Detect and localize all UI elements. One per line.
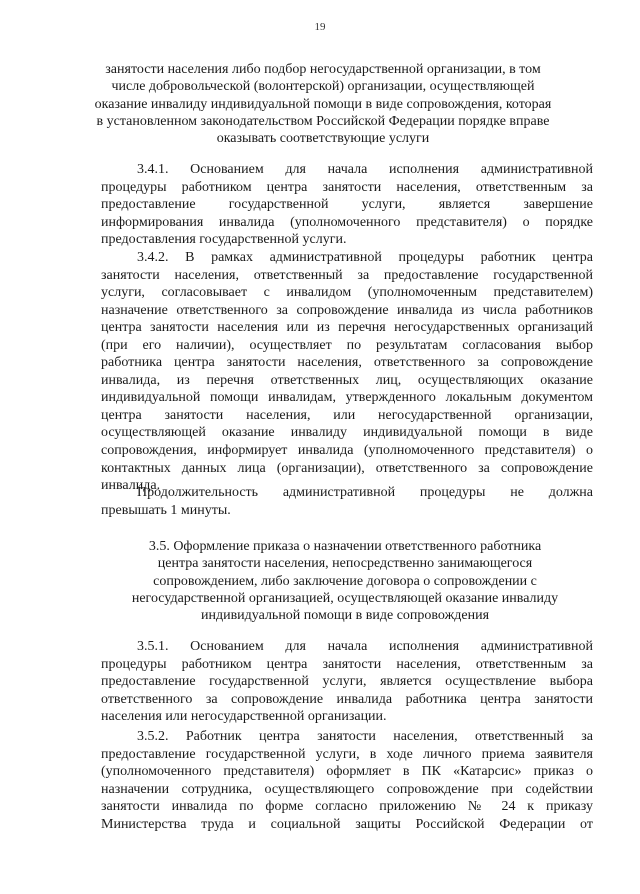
- paragraph-line: контактных данных лица (организации), ответственного за сопровождение: [101, 460, 593, 476]
- paragraph-line: населения или негосударственной организации.: [101, 709, 387, 725]
- section-heading-line: негосударственной организацией, осуществляющей оказание инвалиду: [131, 590, 559, 606]
- paragraph-line: назначение ответственного за сопровождение инвалида из числа работников: [101, 302, 593, 318]
- paragraph-line: превышать 1 минуты.: [101, 502, 231, 518]
- paragraph-line: Министерства труда и социальной защиты Российской Федерации от: [101, 816, 593, 832]
- section-heading-line: 3.5. Оформление приказа о назначении ответственного работника: [148, 539, 542, 554]
- paragraph-line: 3.4.1. Основанием для начала исполнения административной: [137, 162, 593, 177]
- paragraph-line: работника центра занятости населения, ответственного за сопровождение: [101, 355, 593, 371]
- section-heading-line: сопровождением, либо заключение договора о сопровождении с: [153, 573, 537, 589]
- paragraph-3-4-1: [101, 161, 593, 249]
- paragraph-line: (уполномоченного представителя) оформляет в ПК «Катарсис» приказ о: [101, 764, 593, 780]
- intro-heading-line: занятости населения либо подбор негосударственной организации, в том: [105, 62, 541, 77]
- paragraph-line: занятости населения, ответственный за предоставление государственной: [101, 267, 593, 283]
- paragraph-line: инвалида, из перечня ответственных лиц, осуществляющих оказание: [101, 372, 593, 388]
- paragraph-line: инвалида.: [101, 478, 161, 494]
- intro-heading-line: оказание инвалиду индивидуальной помощи в виде сопровождения, которая: [94, 96, 552, 112]
- paragraph-line: центра занятости населения или из перечня негосударственных организаций: [101, 320, 593, 336]
- paragraph-line: осуществляющей оказание инвалиду индивидуальной помощи в виде: [101, 425, 593, 441]
- paragraph-3-5-2: [101, 728, 593, 833]
- paragraph-line: информирования инвалида (уполномоченного представителя) о порядке: [101, 214, 593, 230]
- paragraph-line: ответственного за сопровождение инвалида работника центра занятости: [101, 691, 593, 707]
- paragraph-duration: [101, 484, 593, 519]
- page-number: 19: [314, 21, 326, 33]
- paragraph-line: процедуры работником центра занятости населения, ответственным за: [101, 656, 593, 672]
- paragraph-line: предоставление государственной услуги, в ходе личного приема заявителя: [101, 746, 593, 762]
- paragraph-line: центра занятости населения, или негосударственной организации,: [101, 407, 593, 423]
- paragraph-line: процедуры работником центра занятости населения, ответственным за: [101, 179, 593, 195]
- paragraph-line: 3.4.2. В рамках административной процедуры работник центра: [137, 250, 593, 265]
- section-heading-line: индивидуальной помощи в виде сопровождения: [200, 608, 490, 624]
- paragraph-line: (при его наличии), осуществляет по результатам согласования выбор: [101, 337, 593, 353]
- paragraph-line: назначении сотрудника, осуществляющего сопровождение при содействии: [101, 781, 593, 797]
- paragraph-3-4-2: [101, 249, 593, 495]
- intro-heading-line: оказывать соответствующие услуги: [216, 131, 430, 147]
- intro-heading-line: в установленном законодательством Российской Федерации порядке вправе: [96, 113, 550, 129]
- paragraph-line: занятости инвалида по форме согласно приложению № 24 к приказу: [101, 799, 593, 815]
- paragraph-line: Продолжительность административной процедуры не должна: [137, 485, 593, 500]
- paragraph-line: предоставление государственной услуги, является завершение: [101, 197, 593, 213]
- intro-heading: [90, 61, 556, 147]
- section-3-5-heading: [112, 538, 578, 624]
- paragraph-line: сопровождения, информирует инвалида (уполномоченного представителя) о: [101, 443, 593, 459]
- paragraph-line: предоставления государственной услуги.: [101, 232, 347, 248]
- paragraph-line: 3.5.2. Работник центра занятости населения, ответственный за: [137, 729, 593, 744]
- intro-heading-line: числе добровольческой (волонтерской) организации, осуществляющей: [111, 79, 535, 95]
- section-heading-line: центра занятости населения, непосредственно занимающегося: [157, 556, 533, 572]
- paragraph-3-5-1: [101, 638, 593, 726]
- paragraph-line: 3.5.1. Основанием для начала исполнения административной: [137, 639, 593, 654]
- paragraph-line: услуги, согласовывает с инвалидом (уполномоченным представителем): [101, 285, 593, 301]
- paragraph-line: предоставление государственной услуги, является осуществление выбора: [101, 674, 593, 690]
- paragraph-line: индивидуальной помощи инвалидам, утвержденного локальным документом: [101, 390, 593, 406]
